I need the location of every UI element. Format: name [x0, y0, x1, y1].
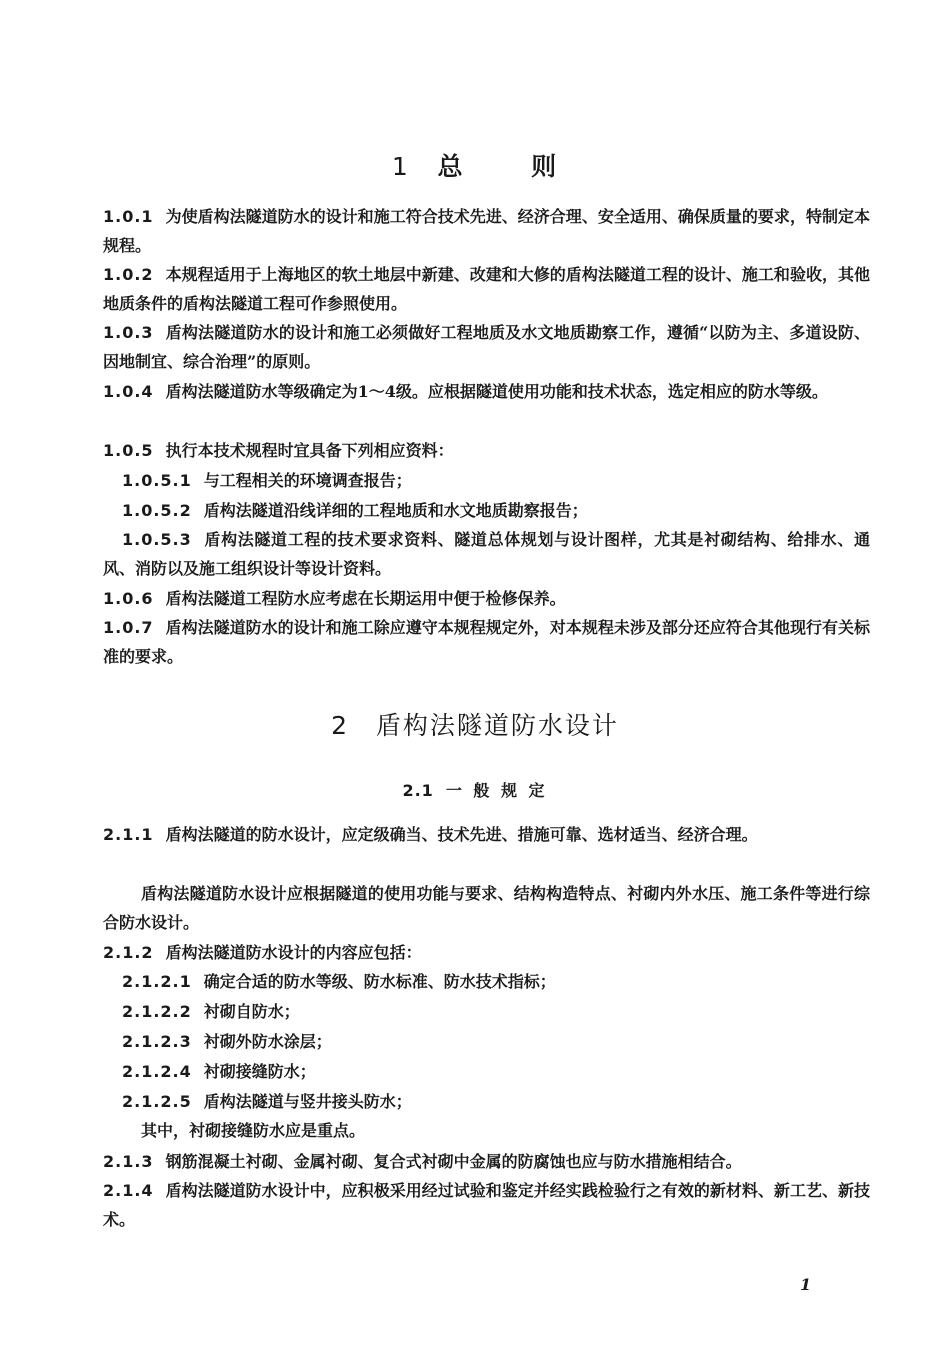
chapter-title: 盾构法隧道防水设计	[375, 711, 619, 740]
clause-1-0-5: 1.0.5 执行本技术规程时宜具备下列相应资料：	[103, 441, 454, 460]
chapter-number: 1	[391, 152, 409, 181]
chapter-2-heading	[0, 706, 950, 742]
chapter-title-part: 总	[437, 152, 465, 181]
clause-2-1-2: 2.1.2 盾构法隧道防水设计的内容应包括：	[103, 943, 422, 962]
clause-1-0-6: 1.0.6 盾构法隧道工程防水应考虑在长期运用中便于检修保养。	[103, 589, 566, 608]
clause-2-1-2-note: 其中，衬砌接缝防水应是重点。	[141, 1121, 366, 1140]
clause-2-1-1-cont: 盾构法隧道防水设计应根据隧道的使用功能与要求、结构构造特点、衬砌内外水压、施工条件等进行综合防水设计。	[103, 884, 870, 932]
clause-2-1-1: 2.1.1 盾构法隧道的防水设计，应定级确当、技术先进、措施可靠、选材适当、经济合理。	[103, 825, 758, 844]
chapter-number: 2	[331, 711, 348, 740]
clause-2-1-4: 2.1.4 盾构法隧道防水设计中，应积极采用经过试验和鉴定并经实践检验行之有效的新材料、新工艺、新技术。	[103, 1181, 870, 1229]
clause-1-0-2: 1.0.2 本规程适用于上海地区的软土地层中新建、改建和大修的盾构法隧道工程的设计、施工和验收，其他地质条件的盾构法隧道工程可作参照使用。	[103, 265, 870, 313]
section-2-1-heading: 2.1 一 般 规 定	[402, 781, 548, 800]
clause-2-1-2-4: 2.1.2.4 衬砌接缝防水；	[122, 1062, 316, 1081]
clause-1-0-4: 1.0.4 盾构法隧道防水等级确定为1～4级。应根据隧道使用功能和技术状态，选定相应的防水等级。	[103, 382, 828, 401]
clause-1-0-1: 1.0.1 为使盾构法隧道防水的设计和施工符合技术先进、经济合理、安全适用、确保质量的要求，特制定本规程。	[103, 207, 870, 255]
clause-2-1-2-2: 2.1.2.2 衬砌自防水；	[122, 1002, 300, 1021]
page-number: 1	[800, 1275, 812, 1294]
clause-2-1-2-5: 2.1.2.5 盾构法隧道与竖井接头防水；	[122, 1092, 412, 1111]
clause-1-0-5-3: 1.0.5.3 盾构法隧道工程的技术要求资料、隧道总体规划与设计图样，尤其是衬砌结构、给排水、通风、消防以及施工组织设计等设计资料。	[103, 530, 870, 578]
clause-2-1-2-3: 2.1.2.3 衬砌外防水涂层；	[122, 1032, 332, 1051]
clause-1-0-7: 1.0.7 盾构法隧道防水的设计和施工除应遵守本规程规定外，对本规程未涉及部分还应符合其他现行有关标准的要求。	[103, 618, 870, 666]
chapter-1-heading	[0, 147, 950, 183]
chapter-title-part: 则	[531, 152, 559, 181]
clause-1-0-5-2: 1.0.5.2 盾构法隧道沿线详细的工程地质和水文地质勘察报告；	[122, 501, 588, 520]
clause-2-1-3: 2.1.3 钢筋混凝土衬砌、金属衬砌、复合式衬砌中金属的防腐蚀也应与防水措施相结合。	[103, 1152, 742, 1171]
clause-1-0-3: 1.0.3 盾构法隧道防水的设计和施工必须做好工程地质及水文地质勘察工作，遵循“以防为主、多道设防、因地制宜、综合治理”的原则。	[103, 323, 870, 371]
clause-1-0-5-1: 1.0.5.1 与工程相关的环境调查报告；	[122, 471, 412, 490]
clause-2-1-2-1: 2.1.2.1 确定合适的防水等级、防水标准、防水技术指标；	[122, 972, 556, 991]
